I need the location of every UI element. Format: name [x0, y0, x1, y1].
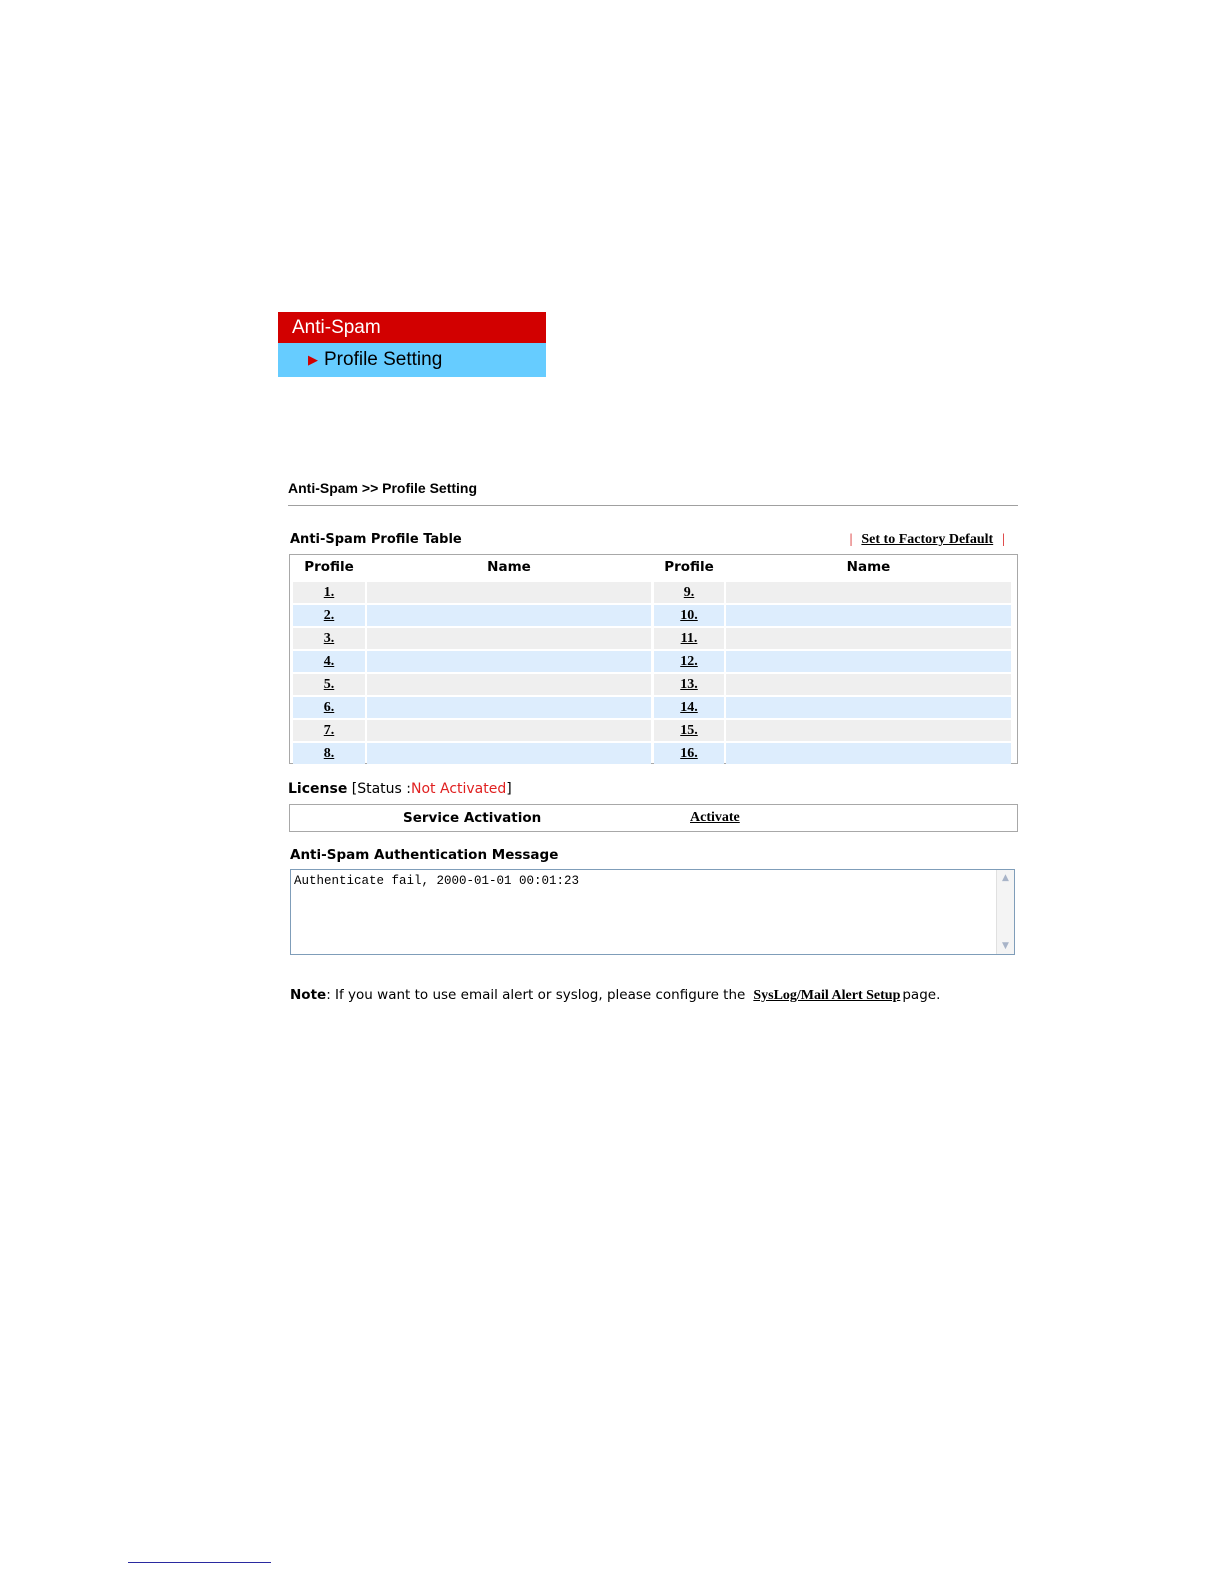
- scroll-up-icon[interactable]: ▲: [1002, 873, 1009, 883]
- profile-link-12[interactable]: 12.: [680, 654, 698, 669]
- divider: [288, 505, 1018, 506]
- profile-link-4[interactable]: 4.: [323, 654, 335, 669]
- table-row: [293, 719, 1014, 742]
- profile-cell: [293, 743, 365, 764]
- profile-cell: [293, 651, 365, 672]
- table-row: [293, 581, 1014, 604]
- table-row: [293, 742, 1014, 765]
- service-activation-box: [289, 804, 1018, 832]
- profile-link-16[interactable]: 16.: [680, 746, 698, 761]
- table-row: [293, 696, 1014, 719]
- table-row: [293, 627, 1014, 650]
- factory-default-group: [841, 532, 1014, 548]
- name-cell: [367, 697, 651, 718]
- separator: |: [849, 532, 853, 547]
- profile-link-14[interactable]: 14.: [680, 700, 698, 715]
- profile-cell: [654, 720, 724, 741]
- profile-table-columns: [290, 559, 1017, 577]
- syslog-mail-alert-setup-link[interactable]: SysLog/Mail Alert Setup: [753, 988, 901, 1003]
- menu-item-profile-setting[interactable]: [278, 343, 546, 377]
- profile-cell: [654, 674, 724, 695]
- profile-link-2[interactable]: 2.: [323, 608, 335, 623]
- profile-cell: [654, 743, 724, 764]
- status-prefix: [Status :: [351, 781, 412, 797]
- column-header-profile: Profile: [664, 559, 714, 575]
- column-header-profile: Profile: [304, 559, 354, 575]
- profile-table-header: [288, 532, 1018, 550]
- profile-cell: [654, 628, 724, 649]
- name-cell: [726, 720, 1011, 741]
- name-cell: [367, 720, 651, 741]
- column-header-name: Name: [846, 559, 891, 575]
- auth-message-textarea[interactable]: [290, 869, 1015, 955]
- profile-cell: [293, 720, 365, 741]
- breadcrumb: Anti-Spam >> Profile Setting: [288, 480, 478, 496]
- status-suffix: ]: [506, 781, 512, 797]
- name-cell: [367, 582, 651, 603]
- profile-link-13[interactable]: 13.: [680, 677, 698, 692]
- auth-message-text: Authenticate fail, 2000-01-01 00:01:23: [294, 874, 580, 888]
- scroll-down-icon[interactable]: ▼: [1002, 941, 1009, 951]
- note-suffix: page.: [902, 987, 941, 1003]
- activate-link[interactable]: Activate: [690, 810, 740, 825]
- profile-cell: [293, 605, 365, 626]
- profile-link-10[interactable]: 10.: [680, 608, 698, 623]
- name-cell: [367, 628, 651, 649]
- profile-link-5[interactable]: 5.: [323, 677, 335, 692]
- profile-setting-page: [288, 478, 1018, 1003]
- name-cell: [726, 674, 1011, 695]
- menu-item-label: Profile Setting: [324, 349, 443, 370]
- table-row: [293, 673, 1014, 696]
- profile-link-1[interactable]: 1.: [323, 585, 335, 600]
- name-cell: [726, 582, 1011, 603]
- scrollbar[interactable]: [996, 870, 1014, 954]
- profile-cell: [293, 628, 365, 649]
- profile-link-3[interactable]: 3.: [323, 631, 335, 646]
- set-to-factory-default-link[interactable]: Set to Factory Default: [861, 532, 994, 547]
- name-cell: [726, 605, 1011, 626]
- profile-cell: [654, 582, 724, 603]
- name-cell: [726, 628, 1011, 649]
- profile-table: [289, 554, 1018, 764]
- service-activation-label: Service Activation: [403, 810, 542, 826]
- profile-link-9[interactable]: 9.: [683, 585, 695, 600]
- anti-spam-menu: [278, 312, 546, 377]
- note-label: Note: [290, 987, 327, 1003]
- profile-link-11[interactable]: 11.: [680, 631, 698, 646]
- name-cell: [726, 651, 1011, 672]
- name-cell: [367, 605, 651, 626]
- profile-link-7[interactable]: 7.: [323, 723, 335, 738]
- note: [290, 987, 940, 1004]
- name-cell: [726, 697, 1011, 718]
- license-label: License: [288, 781, 348, 797]
- profile-link-8[interactable]: 8.: [323, 746, 335, 761]
- profile-link-15[interactable]: 15.: [680, 723, 698, 738]
- profile-cell: [654, 697, 724, 718]
- footnote-divider: [128, 1562, 271, 1563]
- license-status: [288, 781, 512, 797]
- triangle-right-icon: ▶: [308, 352, 318, 367]
- name-cell: [367, 743, 651, 764]
- profile-rows: [293, 581, 1014, 765]
- column-header-name: Name: [487, 559, 531, 575]
- profile-cell: [293, 582, 365, 603]
- name-cell: [726, 743, 1011, 764]
- menu-header-anti-spam[interactable]: Anti-Spam: [278, 312, 546, 343]
- profile-cell: [293, 674, 365, 695]
- table-row: [293, 604, 1014, 627]
- profile-cell: [654, 605, 724, 626]
- name-cell: [367, 651, 651, 672]
- table-row: [293, 650, 1014, 673]
- profile-table-title: Anti-Spam Profile Table: [290, 532, 462, 547]
- separator: |: [1002, 532, 1005, 547]
- status-badge: Not Activated: [411, 781, 507, 797]
- note-text: : If you want to use email alert or syslog, please configure the: [326, 987, 746, 1003]
- profile-link-6[interactable]: 6.: [323, 700, 335, 715]
- name-cell: [367, 674, 651, 695]
- profile-cell: [293, 697, 365, 718]
- profile-cell: [654, 651, 724, 672]
- auth-message-title: Anti-Spam Authentication Message: [290, 847, 559, 863]
